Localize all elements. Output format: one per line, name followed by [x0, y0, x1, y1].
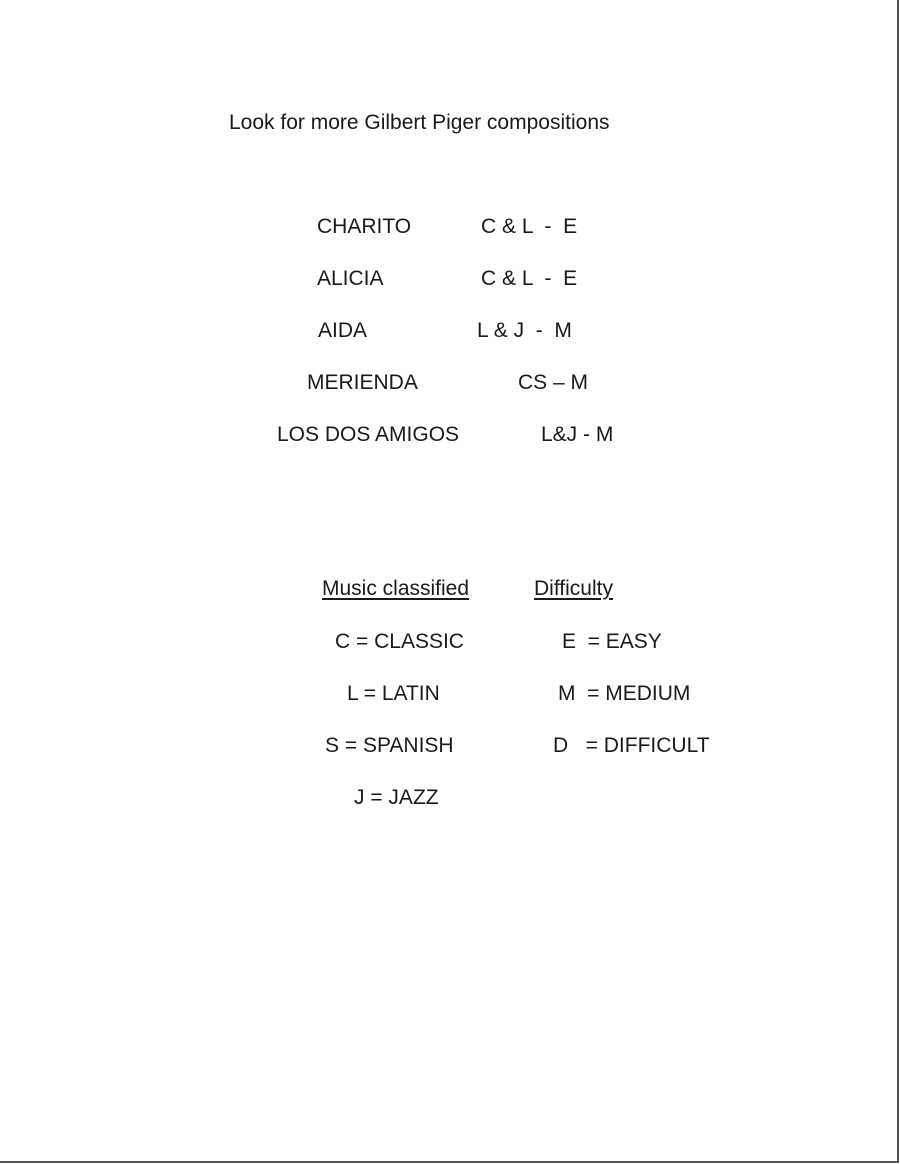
page-heading: Look for more Gilbert Piger compositions	[229, 111, 610, 134]
composition-title: ALICIA	[317, 267, 384, 290]
composition-code: CS – M	[518, 371, 589, 394]
composition-code: C & L - E	[481, 215, 578, 238]
classification-entry: J = JAZZ	[354, 786, 439, 809]
difficulty-entry: E = EASY	[562, 630, 662, 653]
difficulty-header: Difficulty	[534, 577, 613, 600]
difficulty-entry: M = MEDIUM	[558, 682, 691, 705]
classification-entry: C = CLASSIC	[335, 630, 464, 653]
classification-entry: L = LATIN	[347, 682, 440, 705]
difficulty-entry: D = DIFFICULT	[553, 734, 710, 757]
composition-title: LOS DOS AMIGOS	[277, 423, 460, 446]
composition-title: CHARITO	[317, 215, 412, 238]
composition-title: AIDA	[318, 319, 368, 342]
composition-code: L & J - M	[477, 319, 572, 342]
classification-header: Music classified	[322, 577, 470, 600]
composition-code: C & L - E	[481, 267, 578, 290]
classification-entry: S = SPANISH	[325, 734, 454, 757]
composition-code: L&J - M	[541, 423, 614, 446]
composition-title: MERIENDA	[307, 371, 418, 394]
